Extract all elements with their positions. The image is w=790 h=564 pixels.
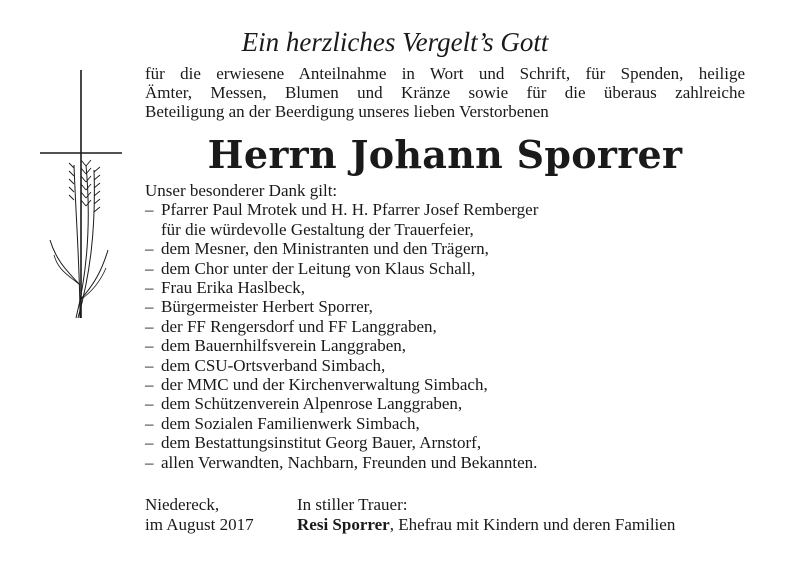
intro-line: Ämter, Messen, Blumen und Kränze sowie für die überaus zahlreiche <box>145 83 745 102</box>
thanks-section <box>145 181 745 472</box>
list-item <box>145 259 745 278</box>
dash: – <box>145 200 154 220</box>
list-item-text: der FF Rengersdorf und FF Langgraben, <box>161 316 437 336</box>
thanks-intro: Unser besonderer Dank gilt: <box>145 181 338 200</box>
dash: – <box>145 433 154 453</box>
list-item-text: dem Mesner, den Ministranten und den Trägern, <box>161 239 489 259</box>
list-item <box>145 297 745 316</box>
dash: – <box>145 336 154 356</box>
list-item <box>145 278 745 297</box>
dash: – <box>145 258 154 278</box>
list-item-text: dem CSU-Ortsverband Simbach, <box>161 355 386 375</box>
list-item-text: dem Sozialen Familienwerk Simbach, <box>161 413 420 433</box>
list-item-text: Frau Erika Haslbeck, <box>161 278 305 298</box>
list-item-text: dem Schützenverein Alpenrose Langgraben, <box>161 394 463 414</box>
mourners <box>297 495 675 535</box>
intro-line: für die erwiesene Anteilnahme in Wort und Schrift, für Spenden, heilige <box>145 64 745 83</box>
dash: – <box>145 375 154 395</box>
list-item <box>145 356 745 375</box>
mourner-line <box>297 515 675 535</box>
list-item-text: allen Verwandten, Nachbarn, Freunden und Bekannten. <box>161 452 538 472</box>
list-item-continuation: für die würdevolle Gestaltung der Trauerfeier, <box>161 219 474 239</box>
mourner-rest: , Ehefrau mit Kindern und deren Familien <box>389 515 676 534</box>
dash: – <box>145 452 154 472</box>
dash: – <box>145 297 154 317</box>
intro-line: Beteiligung an der Beerdigung unseres lieben Verstorbenen <box>145 102 549 121</box>
list-item-text: der MMC und der Kirchenverwaltung Simbach, <box>161 375 488 395</box>
list-item <box>145 317 745 336</box>
list-item-text: dem Bauernhilfsverein Langgraben, <box>161 336 406 356</box>
list-item <box>145 394 745 413</box>
list-item-text: Pfarrer Paul Mrotek und H. H. Pfarrer Josef Remberger <box>161 200 539 220</box>
list-item <box>145 200 745 239</box>
list-item <box>145 453 745 472</box>
dash: – <box>145 316 154 336</box>
intro-text <box>145 64 745 121</box>
place: Niedereck, <box>145 495 220 514</box>
list-item-text: Bürgermeister Herbert Sporrer, <box>161 297 373 317</box>
list-item <box>145 433 745 452</box>
list-item-text: dem Chor unter der Leitung von Klaus Schall, <box>161 258 476 278</box>
list-item <box>145 336 745 355</box>
mourner-name: Resi Sporrer <box>297 515 390 534</box>
deceased-name: Herrn Johann Sporrer <box>207 132 683 177</box>
mourning-label: In stiller Trauer: <box>297 495 408 514</box>
dash: – <box>145 355 154 375</box>
list-item-text: dem Bestattungsinstitut Georg Bauer, Arnstorf, <box>161 433 482 453</box>
list-item <box>145 239 745 258</box>
dash: – <box>145 413 154 433</box>
cross-with-wheat-icon <box>36 70 126 330</box>
date: im August 2017 <box>145 515 254 534</box>
dash: – <box>145 394 154 414</box>
dash: – <box>145 239 154 259</box>
place-date <box>145 495 254 535</box>
list-item <box>145 414 745 433</box>
heading: Ein herzliches Vergelt’s Gott <box>241 27 549 57</box>
list-item <box>145 375 745 394</box>
dash: – <box>145 278 154 298</box>
thanks-list <box>145 200 745 472</box>
